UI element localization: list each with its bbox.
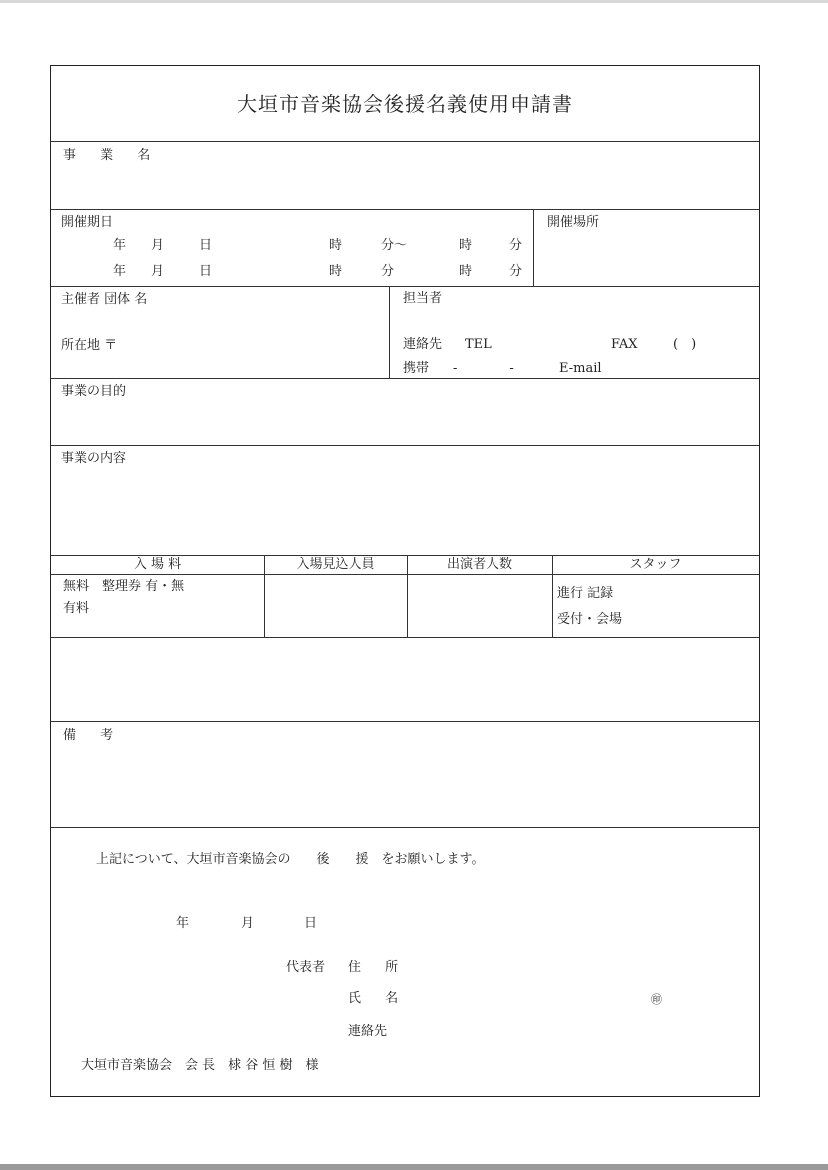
- hour-label: 時: [459, 264, 473, 279]
- application-form: [50, 65, 760, 1097]
- tel-label: TEL: [465, 337, 492, 352]
- minute-label: 分: [509, 264, 523, 279]
- date-month-label: 月: [241, 916, 255, 931]
- hour-label: 時: [329, 238, 343, 253]
- divider: [51, 637, 759, 638]
- mobile-separators: - -: [453, 361, 514, 376]
- hour-label: 時: [459, 238, 473, 253]
- divider: [533, 209, 534, 286]
- fee-options: 無料 整理券 有・無: [63, 579, 185, 594]
- divider: [51, 209, 759, 210]
- organizer-group-label: 主催者 団体 名: [61, 292, 148, 307]
- date-year-label: 年: [176, 916, 190, 931]
- divider: [51, 378, 759, 379]
- divider: [51, 555, 759, 556]
- minute-label: 分: [509, 238, 523, 253]
- form-title: 大垣市音楽協会後援名義使用申請書: [237, 92, 573, 116]
- organizer-address-label: 所在地 〒: [61, 338, 118, 353]
- staff-roles-2: 受付・会場: [557, 612, 623, 627]
- divider: [51, 445, 759, 446]
- page-bottom-edge: [0, 1164, 828, 1170]
- date-day-label: 日: [304, 916, 318, 931]
- email-label: E-mail: [559, 361, 602, 376]
- table-header-performers: 出演者人数: [446, 557, 512, 572]
- year-label: 年: [113, 264, 127, 279]
- representative-contact-label: 連絡先: [348, 1024, 388, 1039]
- content-label: 事業の内容: [61, 451, 127, 466]
- table-header-expected-attendance: 入場見込人員: [296, 557, 375, 572]
- fee-paid-option: 有料: [63, 601, 90, 616]
- minute-label: 分: [381, 264, 395, 279]
- addressee: 大垣市音楽協会 会 長 梂 谷 恒 樹 様: [81, 1058, 319, 1073]
- contact-label: 連絡先: [403, 337, 443, 352]
- venue-label: 開催場所: [547, 215, 600, 230]
- divider: [51, 721, 759, 722]
- event-name-label: 事 業 名: [63, 148, 161, 163]
- page-top-edge: [0, 0, 828, 3]
- fax-label: FAX: [611, 337, 638, 352]
- mobile-label: 携帯: [403, 361, 430, 376]
- remarks-label: 備 考: [63, 728, 124, 743]
- divider: [51, 574, 759, 575]
- schedule-label: 開催期日: [61, 215, 114, 230]
- purpose-label: 事業の目的: [61, 384, 127, 399]
- representative-name-label: 氏 名: [348, 991, 409, 1006]
- staff-roles-1: 進行 記録: [557, 586, 614, 601]
- fax-area-code: ( ): [673, 337, 697, 352]
- seal-mark: ㊞: [651, 993, 662, 1006]
- table-header-fee: 入 場 料: [133, 557, 182, 572]
- table-header-staff: スタッフ: [629, 557, 682, 572]
- divider: [51, 286, 759, 287]
- representative-address-label: 住 所: [348, 960, 409, 975]
- divider: [389, 286, 390, 378]
- divider: [51, 141, 759, 142]
- day-label: 日: [199, 238, 213, 253]
- month-label: 月: [151, 264, 165, 279]
- year-label: 年: [113, 238, 127, 253]
- divider: [51, 827, 759, 828]
- request-statement: 上記について、大垣市音楽協会の 後 援 をお願いします。: [96, 852, 485, 867]
- month-label: 月: [151, 238, 165, 253]
- representative-label: 代表者: [286, 960, 326, 975]
- minute-from-label: 分〜: [381, 238, 408, 253]
- day-label: 日: [199, 264, 213, 279]
- hour-label: 時: [329, 264, 343, 279]
- contact-person-label: 担当者: [403, 291, 443, 306]
